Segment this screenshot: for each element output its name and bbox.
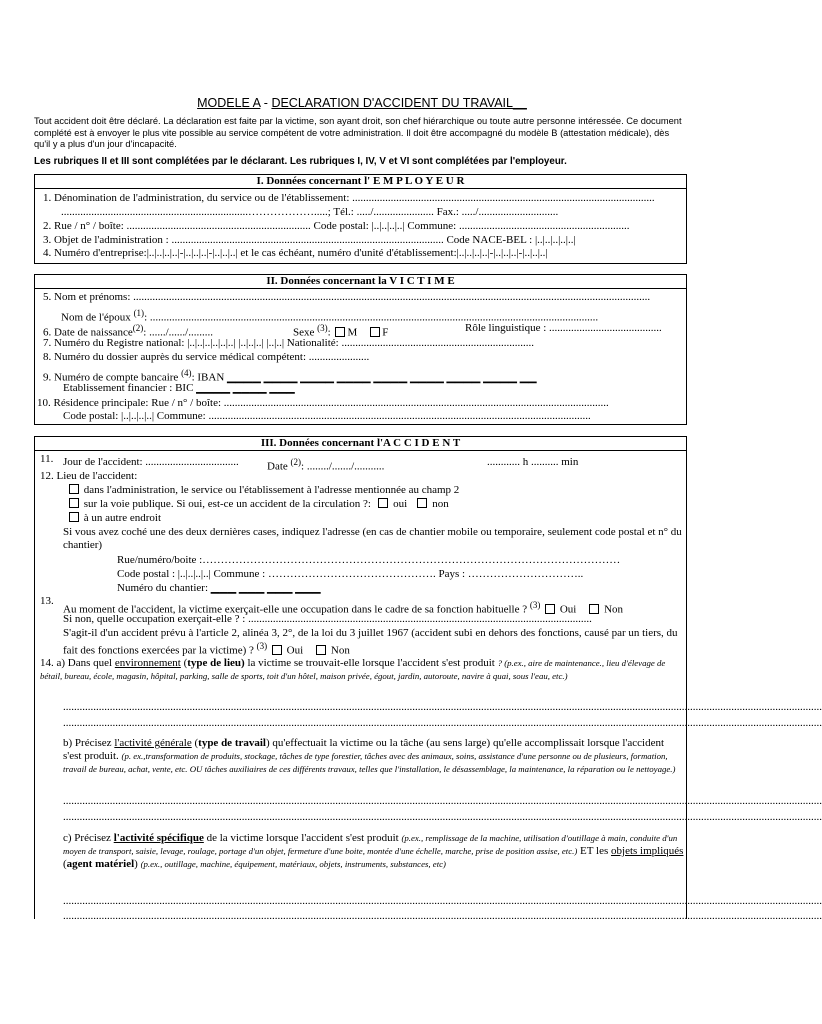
- intro-text: Tout accident doit être déclaré. La déclaration est faite par la victime, son ayant droit, son chef hiérarchique ou toute autre personne intéressée. Ce document complété est à envoyer le plus vite possible au service compétent de votre administration. Il doit être accompagné du modèle B (attestation médicale), dès qu'il y a plus d'un jour d'incapacité.: [34, 116, 682, 149]
- field-objet[interactable]: 3. Objet de l'administration : ................................................................................................... Code NACE-BEL : |..|..|..|..|..|: [43, 234, 576, 246]
- section-victime-heading: II. Données concernant la V I C T I M E: [35, 275, 686, 289]
- intro-bold-text: Les rubriques II et III sont complétées par le déclarant. Les rubriques I, IV, V et VI sont complétées par l'employeur.: [34, 156, 567, 167]
- lieu-accident-label: 12. Lieu de l'accident:: [40, 470, 138, 482]
- checkbox-circulation-oui[interactable]: [378, 498, 388, 508]
- checkbox-article-oui[interactable]: [272, 645, 282, 655]
- field-rue[interactable]: 2. Rue / n° / boîte: ................................................................... Code postal: |..|..|..|..| Commune: ..............................................................: [43, 220, 630, 232]
- field-sexe: Sexe $^{(3)}$: M F: [293, 323, 389, 339]
- field-rue-numero-boite[interactable]: Rue/numéro/boite :……………………………………………………………………………………………………: [117, 554, 621, 566]
- answer-environnement-line-2[interactable]: ....................................................................................................................................................................................................................................................................................: [63, 717, 822, 729]
- question-environnement: 14. a) Dans quel environnement (type de lieu) la victime se trouvait-elle lorsque l'accident s'est produit ? (p.ex., aire de maintenance., lieu d'élevage de bétail, bureau, école, magasin, hôpital, parking, salle de sports, toit d'un hôtel, maison privée, égout, jardin, autoroute, navire à quai, sous l'eau, etc.): [40, 657, 666, 681]
- field-heure-accident[interactable]: ............ h .......... min: [487, 456, 579, 468]
- question-activite-specifique: c) Précisez l'activité spécifique de la victime lorsque l'accident s'est produit (p.ex., remplissage de la machine, utilisation d'outillage à main, conduite d'un moyen de transport, saisie, levage, roulage, portage d'un objet, fermeture d'une boite, montée d'une échelle, marche, prise de position assise, etc.) ET les objets impliqués (agent matériel) (p.ex., outillage, machine, équipement, matériaux, objets, instruments, substances, etc): [63, 832, 684, 870]
- option-autre-endroit: à un autre endroit: [67, 512, 161, 524]
- title-prefix: MODELE A: [197, 96, 261, 110]
- answer-activite-generale-line-1[interactable]: ....................................................................................................................................................................................................................................................................................: [63, 795, 822, 807]
- answer-activite-generale-line-2[interactable]: ....................................................................................................................................................................................................................................................................................: [63, 811, 822, 823]
- answer-activite-specifique-line-2[interactable]: ....................................................................................................................................................................................................................................................................................: [63, 910, 822, 922]
- section-accident-heading: III. Données concernant l'A C C I D E N T: [35, 437, 686, 451]
- checkbox-circulation-non[interactable]: [417, 498, 427, 508]
- section-employeur-heading: I. Données concernant l' E M P L O Y E U R: [35, 175, 686, 189]
- field-denomination-cont[interactable]: ....................................................................……………….....; Tél.: ...../...................... Fax.: ...../.............................: [61, 206, 559, 218]
- answer-activite-specifique-line-1[interactable]: ....................................................................................................................................................................................................................................................................................: [63, 895, 822, 907]
- field-numero-entreprise[interactable]: 4. Numéro d'entreprise:|..|..|..|..|-|..|..|..|-|..|..|..| et le cas échéant, numéro d'unité d'établissement:|..|..|..|..|-|..|..|..|-|..|..|..|: [43, 247, 548, 259]
- title-main: DECLARATION D'ACCIDENT DU TRAVAIL__: [271, 96, 527, 110]
- title-sep: -: [260, 96, 272, 110]
- question-occupation: Au moment de l'accident, la victime exerçait-elle une occupation dans le cadre de sa fonction habituelle ? $^{(3)}$ Oui Non: [63, 600, 624, 616]
- checkbox-dans-administration[interactable]: [69, 484, 79, 494]
- checkbox-autre-endroit[interactable]: [69, 512, 79, 522]
- checkbox-voie-publique[interactable]: [69, 498, 79, 508]
- field-code-postal-commune-pays[interactable]: Code postal : |..|..|..|..| Commune : ………………………………………. Pays : …………………………..: [117, 568, 584, 580]
- question-article-2: S'agit-il d'un accident prévu à l'article 2, alinéa 3, 2°, de la loi du 3 juillet 1967 (accident subi en dehors des fonctions, causé par un tiers, du fait des fonctions exercées par la victime) ? $^{(3)}$ Oui Non: [63, 627, 678, 657]
- checkbox-sexe-m[interactable]: [335, 327, 345, 337]
- field-date-naissance[interactable]: 6. Date de naissance$^{(2)}$: ....../....../.........: [43, 323, 213, 339]
- field-quelle-occupation[interactable]: Si non, quelle occupation exerçait-elle ? : .............................................................................................................................: [63, 613, 592, 625]
- form-title: [0, 96, 724, 110]
- field-nom-epoux[interactable]: Nom de l'époux $^{(1)}$: ...................................................................................................................................................................: [61, 308, 599, 324]
- field-denomination[interactable]: 1. Dénomination de l'administration, du service ou de l'établissement: ..............................................................................................................: [43, 192, 655, 204]
- field-code-postal-commune[interactable]: Code postal: |..|..|..|..| Commune: ...........................................................................................................................................: [63, 410, 591, 422]
- field-bic[interactable]: Etablissement financier : BIC ▁▁▁▁ ▁▁▁▁ ▁▁▁: [63, 382, 295, 394]
- item-number-11: 11.: [40, 453, 54, 465]
- answer-environnement-line-1[interactable]: ....................................................................................................................................................................................................................................................................................: [63, 701, 822, 713]
- field-role-linguistique[interactable]: Rôle linguistique : .........................................: [465, 322, 662, 334]
- section-victime: [34, 274, 687, 425]
- field-iban[interactable]: 9. Numéro de compte bancaire $^{(4)}$: IBAN ▁▁▁▁ ▁▁▁▁ ▁▁▁▁ ▁▁▁▁ ▁▁▁▁ ▁▁▁▁ ▁▁▁▁ ▁▁▁▁ ▁▁: [43, 368, 537, 384]
- adresse-instruction: Si vous avez coché une des deux dernières cases, indiquez l'adresse (en cas de chantier mobile ou temporaire, seulement code postal et n° du chantier): [63, 526, 682, 551]
- field-date-accident[interactable]: Date $^{(2)}$: ......../......./...........: [267, 457, 385, 473]
- option-dans-administration: dans l'administration, le service ou l'établissement à l'adresse mentionnée au champ 2: [67, 484, 459, 496]
- label-sexe-f: F: [382, 326, 389, 339]
- field-nom-prenoms[interactable]: 5. Nom et prénoms: ............................................................................................................................................................................................: [43, 291, 651, 303]
- item-number-13: 13.: [40, 595, 54, 607]
- field-jour-accident[interactable]: Jour de l'accident: ..................................: [63, 456, 239, 468]
- field-registre-national[interactable]: 7. Numéro du Registre national: |..|..|..|..|..|..| |..|..|..| |..|..| Nationalité: ......................................................................: [43, 337, 534, 349]
- field-dossier-medical[interactable]: 8. Numéro du dossier auprès du service médical compétent: ......................: [43, 351, 370, 363]
- field-numero-chantier[interactable]: Numéro du chantier: ▁▁▁ ▁▁▁ ▁▁▁ ▁▁▁: [117, 582, 321, 594]
- label-sexe-m: M: [347, 326, 358, 339]
- option-voie-publique: sur la voie publique. Si oui, est-ce un accident de la circulation ?: oui non: [67, 498, 449, 510]
- field-residence[interactable]: 10. Résidence principale: Rue / n° / boîte: ............................................................................................................................................: [37, 397, 609, 409]
- checkbox-sexe-f[interactable]: [370, 327, 380, 337]
- section-accident: [34, 436, 822, 922]
- checkbox-article-non[interactable]: [316, 645, 326, 655]
- question-activite-generale: b) Précisez l'activité générale (type de travail) qu'effectuait la victime ou la tâche (au sens large) qu'elle accomplissait lorsque l'accident s'est produit. (p. ex.,transformation de produits, stockage, tâches de type forestier, tâches avec des animaux, soins, assistance d'une personne ou de plusieurs, formation, travail de bureau, achat, vente, etc. OU tâches auxiliaires de ces différents travaux, telles que l'installation, le désassemblage, la maintenance, la réparation ou le nettoyage.): [63, 737, 676, 774]
- section-employeur: [34, 174, 687, 264]
